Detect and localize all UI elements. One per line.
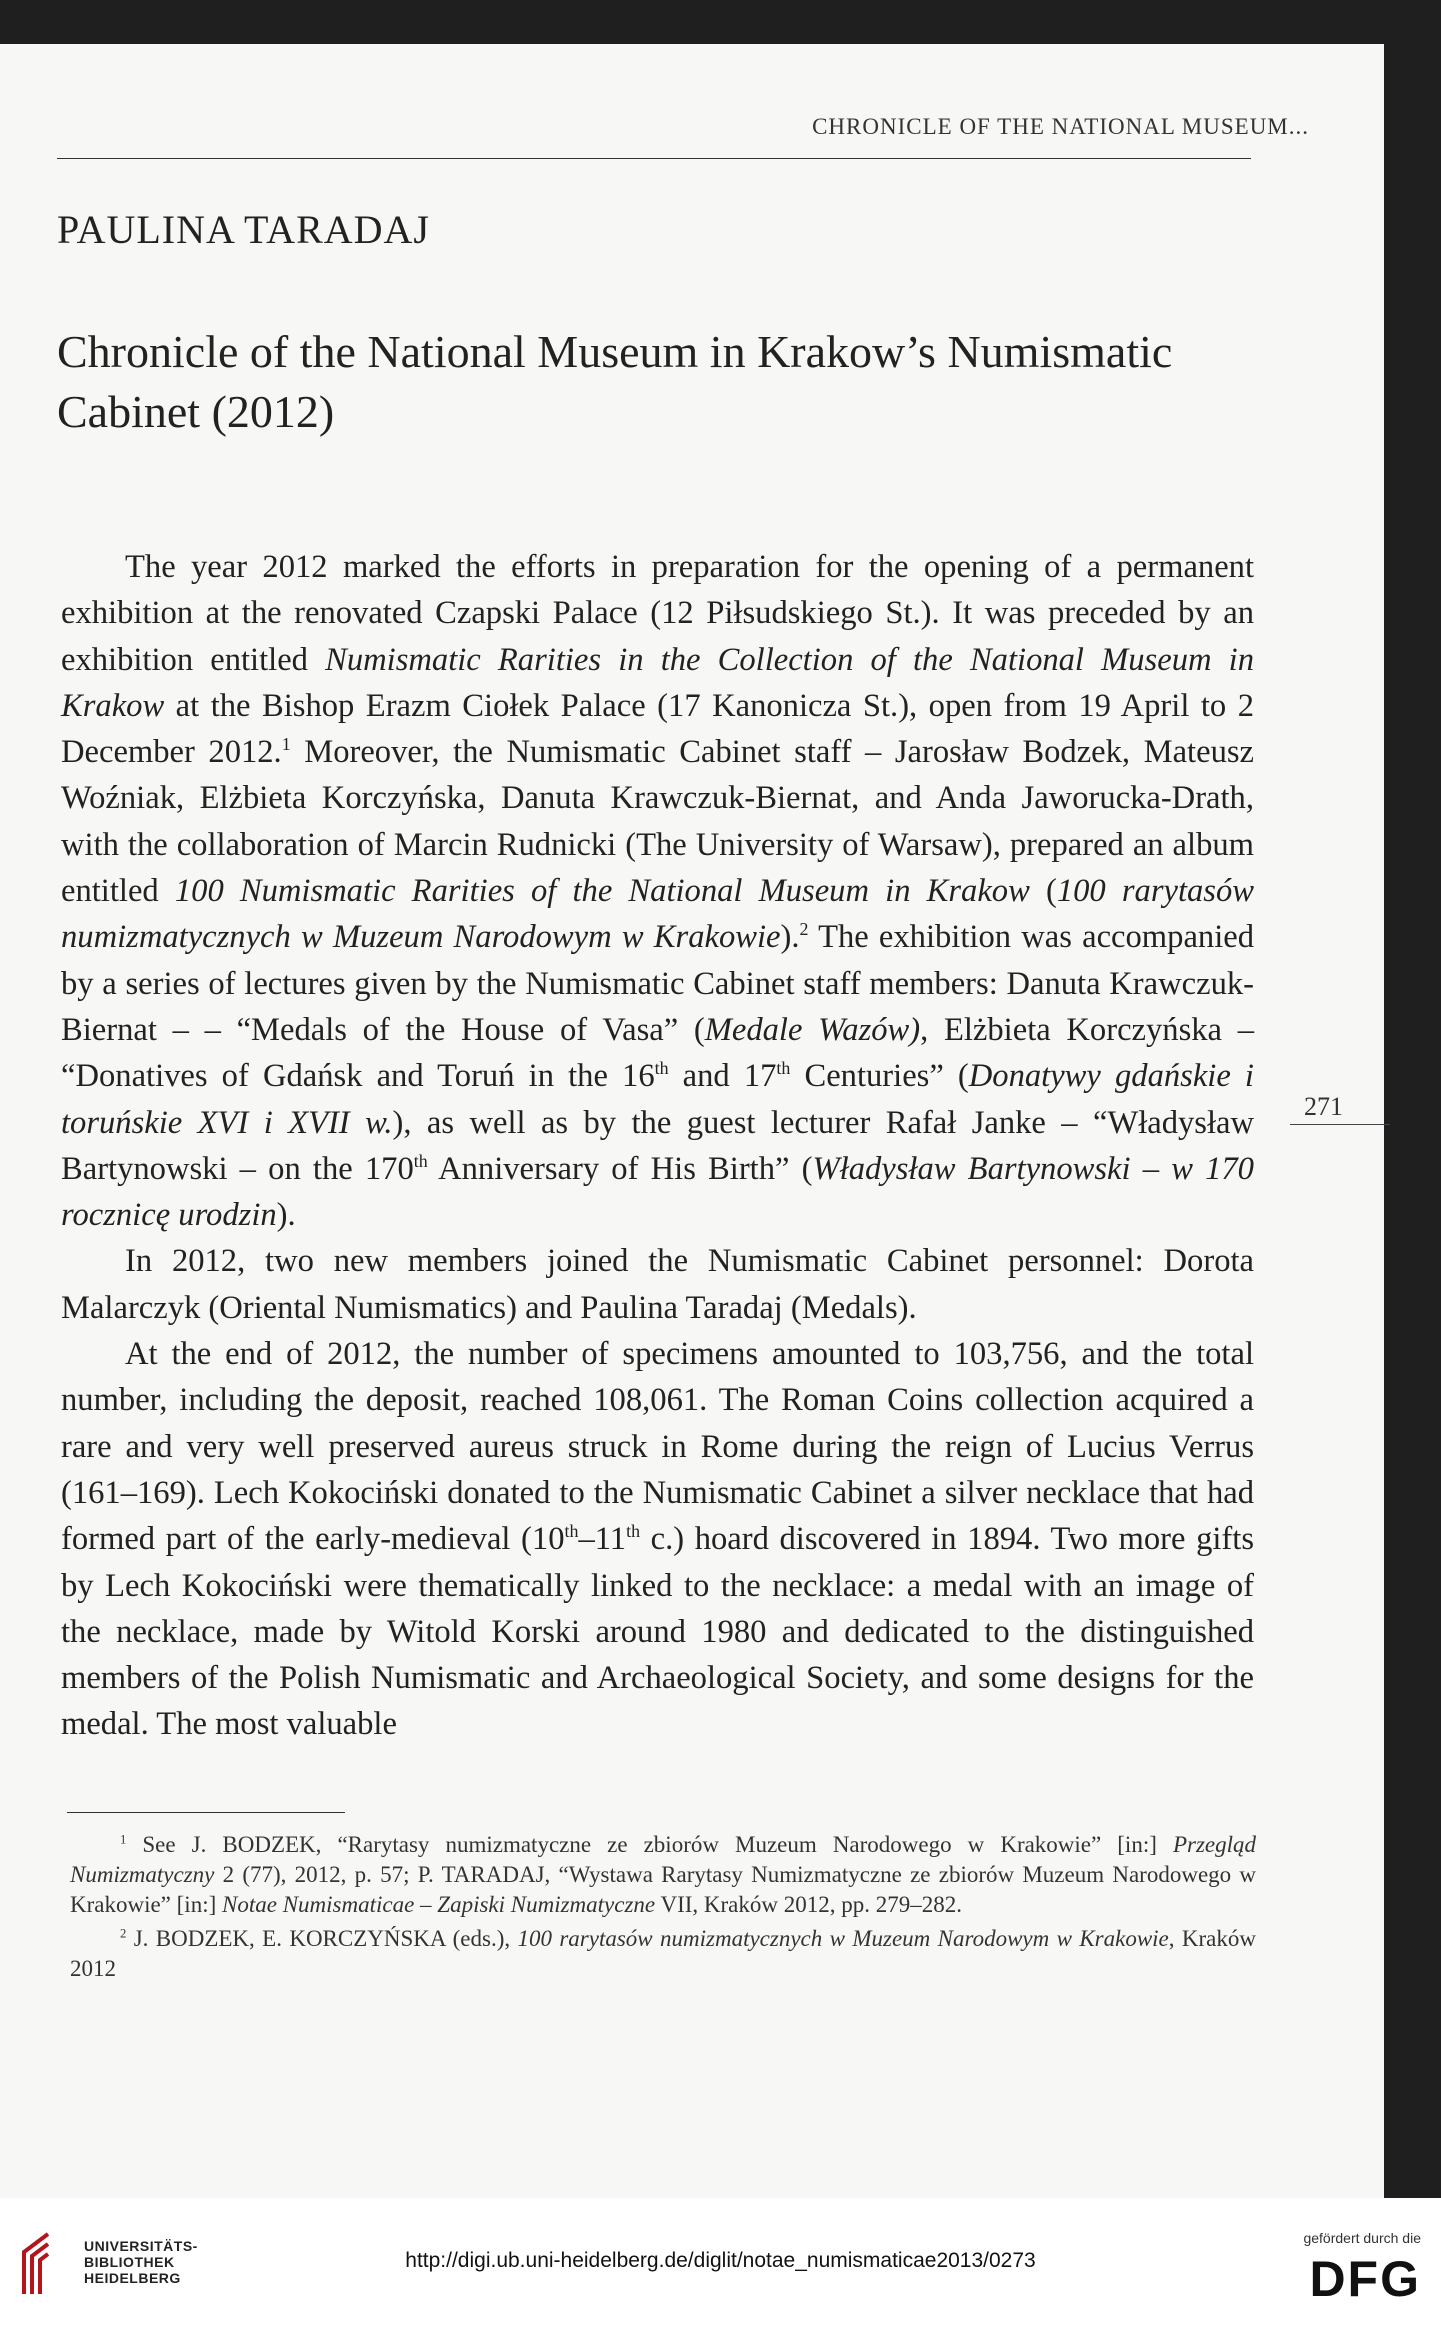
- author-name: PAULINA TARADAJ: [57, 207, 430, 252]
- footnotes: [70, 1830, 1256, 1984]
- italic-run: Donatywy gdańskie i toruńskie XVI i XVII w.: [61, 1058, 1254, 1141]
- ordinal-suffix: th: [564, 1521, 579, 1542]
- footnote-1: [70, 1830, 1256, 1920]
- funder-caption: gefördert durch die: [1303, 2230, 1421, 2246]
- ordinal-suffix: th: [776, 1058, 791, 1079]
- text-run: VII, Kraków 2012, pp. 279–282.: [655, 1892, 962, 1917]
- text-run: See J. BODZEK, “Rarytasy numizmatyczne ze zbiorów Muzeum Narodowego w Krakowie” [in:]: [126, 1832, 1173, 1857]
- article-title: [57, 322, 1257, 442]
- footnote-rule: [67, 1812, 345, 1813]
- dfg-logo: DFG: [1309, 2251, 1421, 2307]
- italic-run: 100 rarytasów numizmatycznych w Muzeum Narodowym w Krakowie: [517, 1926, 1169, 1951]
- text-run: Moreover, the Numismatic Cabinet staff – Jarosław Bodzek, Mateusz Woźniak, Elżbieta Korczyńska, Danuta Krawczuk-Biernat, and Anda Jaworucka-Drath, with the collaboration of Marcin Rudnicki (The University of Warsaw), prepared an album entitled: [61, 734, 1254, 910]
- ordinal-suffix: th: [654, 1058, 669, 1079]
- text-run: c.) hoard discovered in 1894. Two more gifts by Lech Kokociński were thematically linked to the necklace: a medal with an image of the necklace, made by Witold Korski around 1980 and dedicated to the distinguished members of the Polish Numismatic and Archaeological Society, and some designs for the medal. The most valuable: [61, 1521, 1255, 1743]
- italic-run: 100 Numismatic Rarities of the National Museum in Krakow: [174, 873, 1030, 910]
- italic-run: Numismatic Rarities in the Collection of the National Museum in Krakow: [61, 641, 1254, 724]
- text-run: (: [1029, 873, 1057, 910]
- page-number: 271: [1290, 1090, 1390, 1125]
- footnote-2: [70, 1924, 1256, 1984]
- text-run: at the Bishop Erazm Ciołek Palace (17 Kanonicza St.), open from 19 April to 2 December 2012.: [61, 687, 1254, 771]
- italic-run: 100 rarytasów numizmatycznych w Muzeum Narodowym w Krakowie: [61, 873, 1254, 956]
- text-run: , Kraków 2012: [70, 1926, 1256, 1981]
- ordinal-suffix: th: [626, 1521, 641, 1542]
- paragraph-3: [61, 1331, 1254, 1748]
- text-run: and 17: [668, 1058, 777, 1095]
- text-run: The exhibition was accompanied by a series of lectures given by the Numismatic Cabinet staff members: Danuta Krawczuk-Biernat – – “Medals of the House of Vasa” (: [61, 919, 1254, 1048]
- text-run: J. BODZEK, E. KORCZYŃSKA (eds.),: [126, 1926, 518, 1951]
- library-line-1: UNIVERSITÄTS-: [84, 2238, 198, 2254]
- header-rule: [57, 158, 1251, 159]
- library-line-2: BIBLIOTHEK: [84, 2254, 175, 2270]
- italic-run: Notae Numismaticae – Zapiski Numizmatyczne: [222, 1892, 656, 1917]
- source-url-link[interactable]: http://digi.ub.uni-heidelberg.de/diglit/notae_numismaticae2013/0273: [405, 2249, 1036, 2272]
- text-run: 2 (77), 2012, p. 57; P. TARADAJ, “Wystawa Rarytasy Numizmatyczne ze zbiorów Muzeum Narodowego w Krakowie” [in:]: [70, 1862, 1256, 1917]
- text-run: , Elżbieta Korczyńska – “Donatives of Gdańsk and Toruń in the 16: [61, 1011, 1254, 1095]
- paragraph-1: [61, 544, 1254, 1238]
- footnote-number: 1: [120, 1832, 127, 1847]
- library-line-3: HEIDELBERG: [84, 2270, 181, 2286]
- italic-run: Władysław Bartynowski – w 170 rocznicę urodzin: [61, 1150, 1254, 1234]
- text-run: –11: [578, 1521, 627, 1558]
- footnote-ref-2[interactable]: 2: [799, 919, 809, 940]
- text-run: Centuries” (: [790, 1058, 969, 1095]
- ordinal-suffix: th: [413, 1151, 428, 1171]
- italic-run: Medale Wazów): [704, 1011, 921, 1048]
- text-run: ), as well as by the guest lecturer Rafał Janke – “Władysław Bartynowski – on the 170: [61, 1104, 1254, 1187]
- title-line-2: Cabinet (2012): [57, 386, 335, 437]
- title-line-1: Chronicle of the National Museum in Krakow’s Numismatic: [57, 326, 1173, 377]
- footnote-ref-1[interactable]: 1: [281, 734, 291, 755]
- paragraph-2: In 2012, two new members joined the Numismatic Cabinet personnel: Dorota Malarczyk (Oriental Numismatics) and Paulina Taradaj (Medals).: [61, 1243, 1254, 1326]
- text-run: ).: [276, 1197, 296, 1234]
- footnote-number: 2: [120, 1926, 127, 1941]
- text-run: At the end of 2012, the number of specimens amounted to 103,756, and the total number, including the deposit, reached 108,061. The Roman Coins collection acquired a rare and very well preserved aureus struck in Rome during the reign of Lucius Verrus (161–169). Lech Kokociński donated to the Numismatic Cabinet a silver necklace that had formed part of the early-medieval (10: [61, 1336, 1254, 1558]
- text-run: ).: [780, 919, 800, 956]
- running-head: CHRONICLE OF THE NATIONAL MUSEUM...: [812, 114, 1309, 139]
- italic-run: Przegląd Numizmatyczny: [70, 1832, 1256, 1887]
- text-run: The year 2012 marked the efforts in preparation for the opening of a permanent exhibition at the renovated Czapski Palace (12 Piłsudskiego St.). It was preceded by an exhibition entitled: [61, 549, 1254, 678]
- article-body: [61, 544, 1254, 1748]
- text-run: Anniversary of His Birth” (: [427, 1150, 813, 1187]
